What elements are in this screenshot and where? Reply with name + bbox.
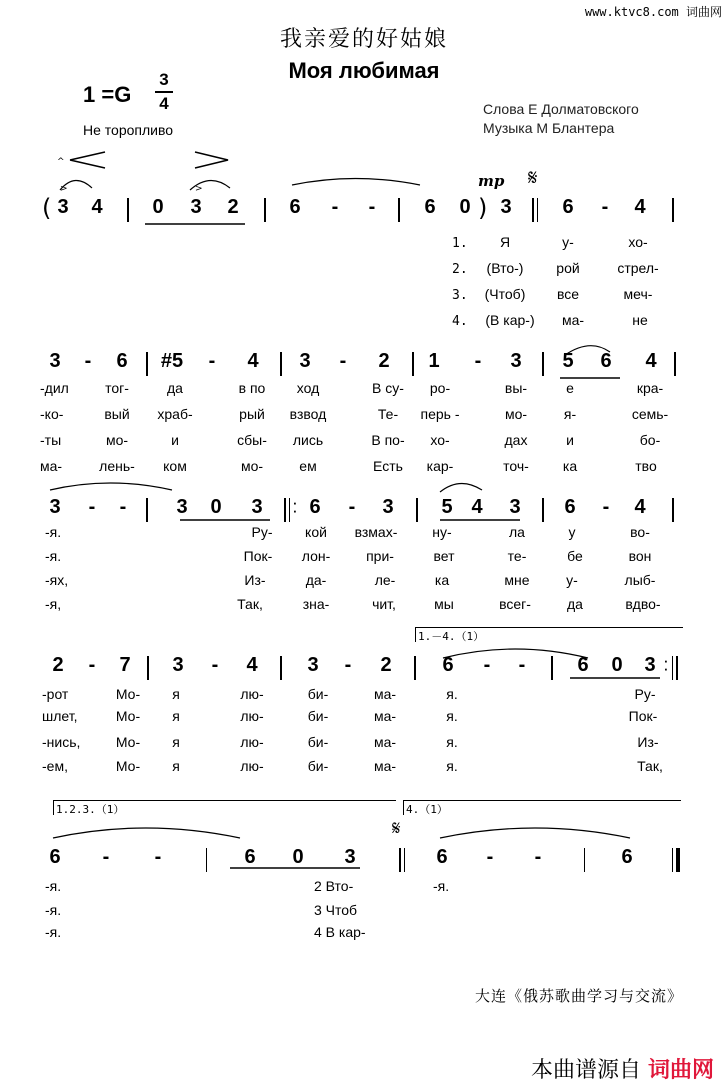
lyric: ка [434,572,450,588]
svg-text:^: ^ [57,157,65,167]
accent-mark: > [60,184,68,194]
lyric: Есть [373,458,403,474]
note: - [84,350,92,372]
note: 3 [344,846,356,868]
lyric: я. [446,734,458,750]
lyric: чит, [372,596,396,612]
lyric: я [172,708,180,724]
title-chinese: 我亲爱的好姑娘 [279,27,448,52]
lyric: зна- [302,596,330,612]
lyric: -ем, [42,758,68,774]
note: - [339,350,347,372]
verse-number: 2. [452,262,468,277]
lyric: перь - [420,406,460,422]
note: 1 [428,350,440,372]
note: - [486,846,494,868]
meter-top: 3 [159,70,169,89]
lyric: у [568,524,576,540]
lyric: у- [562,234,574,250]
segno-icon: 𝄋 [392,816,401,840]
lyric: да- [305,572,327,588]
note: - [331,196,339,218]
segno-icon: 𝄋 [528,166,538,191]
lyric: лись [292,432,324,448]
note: - [88,654,96,676]
lyric: храб- [157,406,193,422]
lyric: у- [566,572,578,588]
lyric: вы- [504,380,528,396]
note: - [601,196,609,218]
note: 2 [52,654,64,676]
composer-credit: Музыка М Блантера [483,120,615,136]
lyric: я [172,686,180,702]
lyric: ле- [374,572,396,588]
lyric: -ко- [40,406,64,422]
close-bracket: ) [478,194,488,222]
lyric: да [167,380,183,396]
note: 6 [49,846,61,868]
note: 6 [442,654,454,676]
lyric: тог- [105,380,129,396]
lyric: я. [446,758,458,774]
note: 5 [562,350,574,372]
lyric: те- [507,548,527,564]
lyric: -я. [433,878,450,894]
note: 6 [424,196,436,218]
note: - [348,496,356,518]
lyric: вет [433,548,455,564]
lyric: ла [509,524,525,540]
lyric: я- [563,406,577,422]
note: 3 [509,496,521,518]
lyric: ма- [373,734,397,750]
lyric: Я [499,234,511,250]
crescendo-hairpin [70,152,105,168]
note: 3 [172,654,184,676]
lyric: (Чтоб) [484,286,526,302]
lyric: и [566,432,574,448]
slur [440,483,482,492]
lyric: я [172,758,180,774]
lyric: мо- [240,458,264,474]
lyric: не [632,312,648,328]
tie [443,649,588,658]
lyric: би- [307,758,329,774]
lyric: ро- [429,380,451,396]
note: #5 [160,350,184,372]
verse-number: 3. [452,288,468,303]
note: 3 [49,496,61,518]
lyric: лю- [240,686,264,702]
lyric: Мо- [115,734,141,750]
lyric: Так, [637,758,663,774]
note: 3 [49,350,61,372]
lyric: 4 В кар- [314,924,366,940]
note: 2 [227,196,239,218]
note: - [119,496,127,518]
lyric: -дил [40,380,69,396]
volta-bracket-4: 4.（1） [403,800,681,815]
tempo-marking: Не торопливо [83,122,174,138]
lyric: лень- [99,458,135,474]
note: - [344,654,352,676]
note: - [368,196,376,218]
open-bracket: ( [42,194,52,222]
lyric: ма- [373,686,397,702]
lyric: -ях, [45,572,69,588]
lyric: -я. [45,902,62,918]
lyric: Ру- [634,686,656,702]
note: 0 [292,846,304,868]
lyric: -ты [40,432,62,448]
lyric: точ- [503,458,529,474]
tie [440,828,630,838]
lyric: Из- [637,734,659,750]
lyric: лю- [240,734,264,750]
lyricist-credit: Слова Е Долматовского [483,101,639,117]
note: 6 [244,846,256,868]
lyric: лыб- [624,572,656,588]
note: 2 [378,350,390,372]
lyric: Ру- [251,524,273,540]
lyric: ма- [373,758,397,774]
note: 6 [564,496,576,518]
note: - [102,846,110,868]
decrescendo-hairpin [195,152,228,168]
note: 4 [471,496,483,518]
key-signature: 1 =G [83,82,132,107]
lyric: В по- [371,432,405,448]
lyric: меч- [623,286,653,302]
lyric: -я. [45,924,62,940]
lyric: Мо- [115,758,141,774]
note: 6 [436,846,448,868]
lyric: во- [630,524,650,540]
note: 3 [307,654,319,676]
note: 3 [299,350,311,372]
lyric: -я. [45,524,62,540]
note: - [602,496,610,518]
source-label: 本曲谱源自 [530,1058,641,1083]
note: 4 [634,196,646,218]
note: 6 [577,654,589,676]
lyric: -нись, [42,734,81,750]
lyric: рый [239,406,265,422]
note: 2 [380,654,392,676]
lyric: я [172,734,180,750]
lyric: би- [307,686,329,702]
lyric: я. [446,708,458,724]
lyric: кра- [636,380,664,396]
lyric: мы [434,596,454,612]
lyric: е [566,380,574,396]
lyric: би- [307,708,329,724]
lyric: 2 Вто- [314,878,354,894]
lyric: ком [163,458,187,474]
lyric: семь- [631,406,669,422]
lyric: и [171,432,179,448]
meter-bottom: 4 [159,94,169,113]
lyric: тво [635,458,657,474]
lyric: лю- [240,758,264,774]
lyric: -я. [45,878,62,894]
lyric: при- [366,548,394,564]
lyric: Мо- [115,686,141,702]
lyric: (В кар-) [485,312,535,328]
accent-mark: > [195,184,203,194]
lyric: сбы- [237,432,267,448]
lyric: я. [446,686,458,702]
note: 4 [247,350,259,372]
note: 0 [210,496,222,518]
site-watermark: www.ktvc8.com 词曲网 [584,5,722,19]
lyric: кар- [426,458,454,474]
lyric: шлет, [42,708,78,724]
note: 3 [510,350,522,372]
note: 4 [645,350,657,372]
lyric: рой [556,260,580,276]
note: 5 [441,496,453,518]
note: - [518,654,526,676]
note: - [88,496,96,518]
note: - [208,350,216,372]
tie [292,179,420,186]
lyric: -рот [42,686,69,702]
note: 3 [382,496,394,518]
note: 6 [562,196,574,218]
note: - [483,654,491,676]
lyric: всег- [499,596,531,612]
lyric: ем [299,458,317,474]
lyric: ну- [432,524,452,540]
lyric: бо- [639,432,661,448]
lyric: ма- [40,458,63,474]
lyric: ка [562,458,578,474]
lyric: вон [628,548,652,564]
volta-bracket-1-4: 1.－4.（1） [415,627,683,642]
verse-number: 1. [452,236,468,251]
note: 4 [91,196,103,218]
site-link[interactable]: 词曲网 [647,1058,714,1083]
lyric: мо- [504,406,528,422]
note: - [474,350,482,372]
note: 4 [634,496,646,518]
lyric: Пок- [628,708,658,724]
dynamic-mp: mp [478,172,505,190]
source-note: 大连《俄苏歌曲学习与交流》 [474,987,683,1005]
lyric: (Вто-) [486,260,524,276]
lyric: мне [504,572,530,588]
note: 4 [246,654,258,676]
lyric: Так, [237,596,263,612]
note: 6 [289,196,301,218]
lyric: лон- [301,548,331,564]
note: 0 [152,196,164,218]
lyric: -я, [45,596,62,612]
note: 3 [190,196,202,218]
lyric: Мо- [115,708,141,724]
lyric: дах [504,432,528,448]
note: 6 [309,496,321,518]
source-credit [531,1053,714,1084]
note: 6 [621,846,633,868]
lyric: лю- [240,708,264,724]
lyric: вый [104,406,130,422]
verse-number: 4. [452,314,468,329]
note: 7 [119,654,131,676]
lyric: да [567,596,583,612]
lyric: -я. [45,548,62,564]
tie [50,483,172,490]
lyric: би- [307,734,329,750]
lyric: бе [567,548,583,564]
note: 0 [611,654,623,676]
lyric: 3 Чтоб [314,902,358,918]
note: - [154,846,162,868]
lyric: в по [238,380,266,396]
note: - [534,846,542,868]
lyric: стрел- [617,260,659,276]
tie [53,828,240,838]
lyric: все [556,286,580,302]
lyric: ма- [561,312,585,328]
note: 0 [459,196,471,218]
lyric: кой [305,524,327,540]
note: 3 [176,496,188,518]
lyric: ход [296,380,320,396]
note: 3 [57,196,69,218]
lyric: хо- [430,432,450,448]
note: - [211,654,219,676]
note: 3 [644,654,656,676]
lyric: мо- [105,432,129,448]
note: 3 [500,196,512,218]
lyric: Те- [377,406,399,422]
lyric: взмах- [354,524,398,540]
lyric: хо- [628,234,648,250]
note: 6 [600,350,612,372]
note: 3 [251,496,263,518]
lyric: ма- [373,708,397,724]
note: 6 [116,350,128,372]
lyric: Из- [244,572,266,588]
lyric: Пок- [243,548,273,564]
lyric: В су- [372,380,404,396]
volta-bracket-1-3: 1.2.3.（1） [53,800,396,815]
lyric: взвод [289,406,327,422]
lyric: вдво- [625,596,661,612]
title-russian: Моя любимая [288,58,440,83]
